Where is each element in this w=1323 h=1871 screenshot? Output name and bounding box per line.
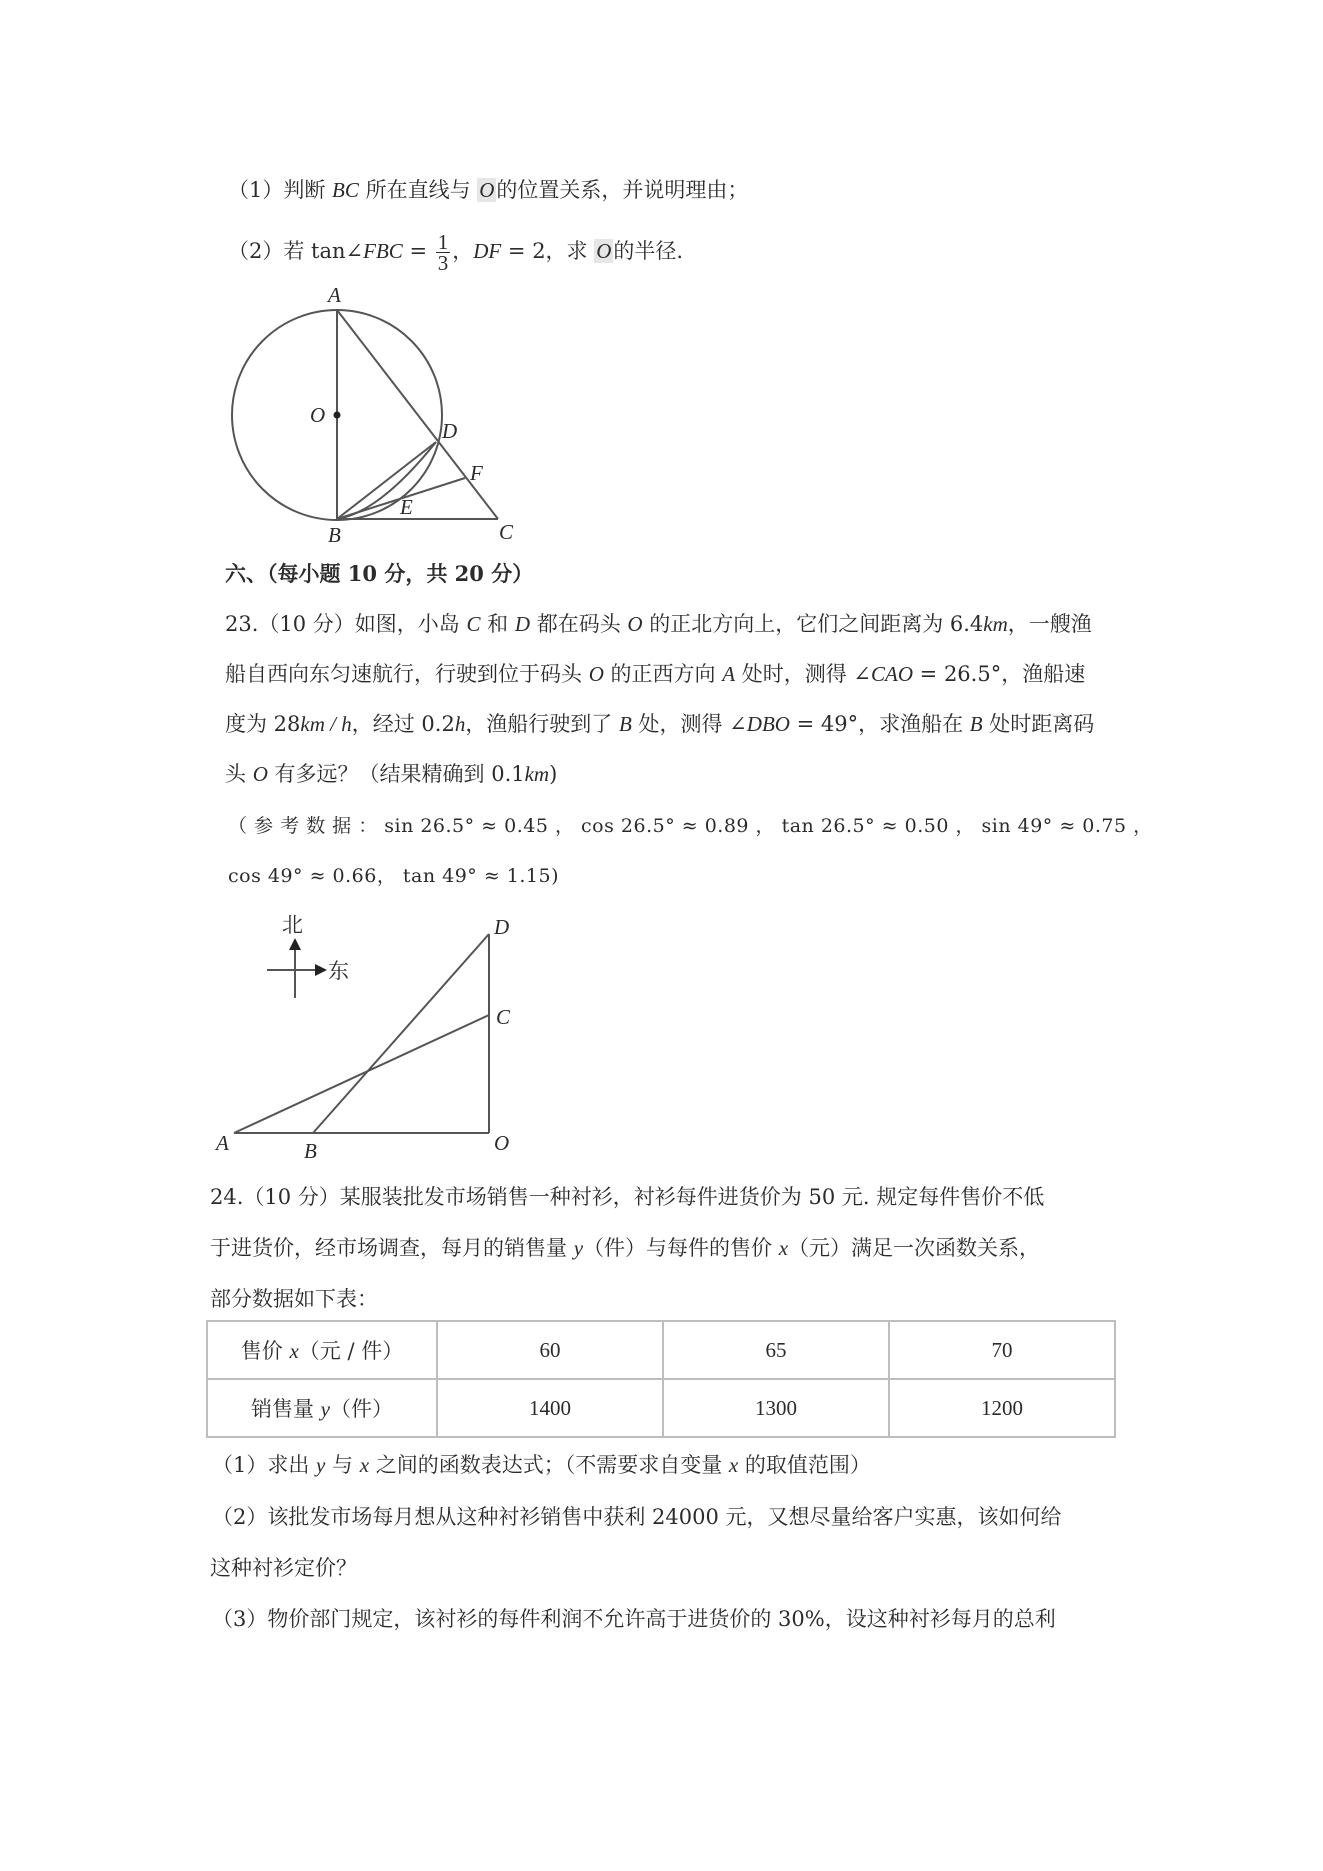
- text: （件）与每件的售价: [583, 1236, 779, 1260]
- unit: h: [454, 712, 466, 736]
- var: x: [728, 1453, 739, 1477]
- p22-part2: [228, 232, 683, 273]
- circle-o-symbol: O: [479, 178, 495, 202]
- text: （1）判断: [228, 178, 333, 202]
- text: 销售量: [250, 1397, 321, 1421]
- label-d: D: [442, 419, 458, 443]
- var: CAO: [871, 662, 913, 686]
- text: （1）求出: [212, 1453, 317, 1477]
- table-cell: 1200: [889, 1379, 1115, 1437]
- unit: km: [524, 762, 550, 786]
- text: 的取值范围）: [738, 1453, 871, 1477]
- text: ，渔船行驶到了: [465, 712, 619, 736]
- p23-reference-data-line2: cos 49° ≈ 0.66， tan 49° ≈ 1.15): [228, 865, 560, 887]
- north-arrow-icon: [289, 938, 301, 950]
- var: x: [778, 1236, 789, 1260]
- p24-line1: 24.（10 分）某服装批发市场销售一种衬衫，衬衫每件进货价为 50 元. 规定每件售价不低: [210, 1185, 1045, 1209]
- label-f: F: [470, 461, 483, 485]
- text: 的正北方向上，它们之间距离为 6.4: [642, 612, 984, 636]
- p24-q2-line1: （2）该批发市场每月想从这种衬衫销售中获利 24000 元，又想尽量给客户实惠，该如何给: [212, 1505, 1062, 1529]
- text: 有多远？（结果精确到 0.1: [267, 762, 525, 786]
- var: A: [722, 662, 736, 686]
- text: 的位置关系，并说明理由；: [496, 178, 749, 202]
- text: 处时距离码: [982, 712, 1095, 736]
- var: DBO: [746, 712, 790, 736]
- var: B: [619, 712, 632, 736]
- denominator: 3: [437, 251, 449, 275]
- label-o: O: [494, 1131, 510, 1155]
- table-cell: 1300: [663, 1379, 889, 1437]
- unit: km / h: [300, 712, 352, 736]
- text: ): [549, 762, 558, 786]
- text: ，: [452, 239, 474, 263]
- text: 与: [325, 1453, 360, 1477]
- p23-line1: [225, 610, 1092, 638]
- row-label: [207, 1321, 437, 1379]
- text: ，经过 0.2: [351, 712, 455, 736]
- text: ，一艘渔: [1007, 612, 1092, 636]
- text: （2）若 tan∠: [228, 239, 364, 263]
- circle-geometry-figure: [220, 280, 550, 555]
- text: = 26.5°，渔船速: [913, 662, 1086, 686]
- fraction: [436, 232, 451, 273]
- text: = 49°，求渔船在: [789, 712, 970, 736]
- p23-reference-data-line1: （ 参 考 数 据 ： sin 26.5° ≈ 0.45 ， cos 26.5° ≈ 0.89 ， tan 26.5° ≈ 0.50 ， sin 49° ≈ 0.75 ，: [228, 815, 1153, 837]
- text: 船自西向东匀速航行，行驶到位于码头: [225, 662, 589, 686]
- text: （件）: [330, 1397, 393, 1421]
- p24-q2-line2: 这种衬衫定价？: [210, 1556, 357, 1580]
- var: x: [289, 1339, 299, 1363]
- text: = 2，求: [501, 239, 595, 263]
- var: x: [359, 1453, 370, 1477]
- var-bc: BC: [332, 178, 359, 202]
- var: C: [466, 612, 481, 636]
- numerator: 1: [437, 230, 449, 254]
- north-label: 北: [282, 913, 303, 937]
- p24-line3: 部分数据如下表：: [210, 1287, 378, 1311]
- text: 之间的函数表达式；（不需要求自变量: [369, 1453, 729, 1477]
- var: y: [320, 1397, 330, 1421]
- var: O: [627, 612, 643, 636]
- table-cell: 1400: [437, 1379, 663, 1437]
- var: y: [573, 1236, 584, 1260]
- text: 23.（10 分）如图，小岛: [225, 612, 467, 636]
- text: 的正西方向: [603, 662, 723, 686]
- text: （元）满足一次函数关系，: [788, 1236, 1041, 1260]
- table-row: [207, 1379, 1115, 1437]
- label-b: B: [328, 523, 341, 547]
- label-e: E: [400, 495, 413, 519]
- text: （元 / 件）: [298, 1339, 404, 1363]
- text: 头: [225, 762, 253, 786]
- p23-line4: [225, 760, 557, 788]
- var-fbc: FBC: [363, 239, 403, 263]
- text: 都在码头: [530, 612, 628, 636]
- p23-line3: [225, 710, 1094, 738]
- text: 和: [480, 612, 515, 636]
- section-heading: 六、（每小题 10 分，共 20 分）: [225, 561, 534, 586]
- east-arrow-icon: [315, 964, 327, 976]
- var: O: [252, 762, 268, 786]
- circle-o-symbol: O: [596, 239, 612, 263]
- p22-part1: [228, 176, 748, 204]
- label-c: C: [496, 1005, 511, 1029]
- text: 售价: [240, 1339, 290, 1363]
- text: 处，测得 ∠: [631, 712, 747, 736]
- table-cell: 70: [889, 1321, 1115, 1379]
- text: 的半径.: [613, 239, 684, 263]
- p24-line2: [210, 1234, 1040, 1262]
- label-b: B: [304, 1139, 317, 1163]
- table-cell: 65: [663, 1321, 889, 1379]
- price-sales-table: [206, 1320, 1116, 1438]
- var: y: [316, 1453, 326, 1477]
- east-label: 东: [328, 959, 349, 983]
- text: 度为 28: [225, 712, 301, 736]
- label-d: D: [494, 915, 510, 939]
- text: 所在直线与: [358, 178, 478, 202]
- p23-line2: [225, 660, 1085, 688]
- boat-geometry-figure: [200, 900, 540, 1180]
- p24-q1: [212, 1451, 871, 1479]
- var-df: DF: [473, 239, 502, 263]
- label-o: O: [310, 403, 326, 427]
- row-label: [207, 1379, 437, 1437]
- text: 于进货价，经市场调查，每月的销售量: [210, 1236, 574, 1260]
- table-cell: 60: [437, 1321, 663, 1379]
- var: B: [969, 712, 983, 736]
- label-c: C: [499, 520, 514, 544]
- text: 处时，测得 ∠: [735, 662, 871, 686]
- table-row: [207, 1321, 1115, 1379]
- var: D: [514, 612, 531, 636]
- var: O: [588, 662, 604, 686]
- p24-q3-line1: （3）物价部门规定，该衬衫的每件利润不允许高于进货价的 30%，设这种衬衫每月的总利: [212, 1607, 1056, 1631]
- label-a: A: [216, 1131, 229, 1155]
- label-a: A: [328, 283, 341, 307]
- text: =: [402, 239, 434, 263]
- unit: km: [983, 612, 1008, 636]
